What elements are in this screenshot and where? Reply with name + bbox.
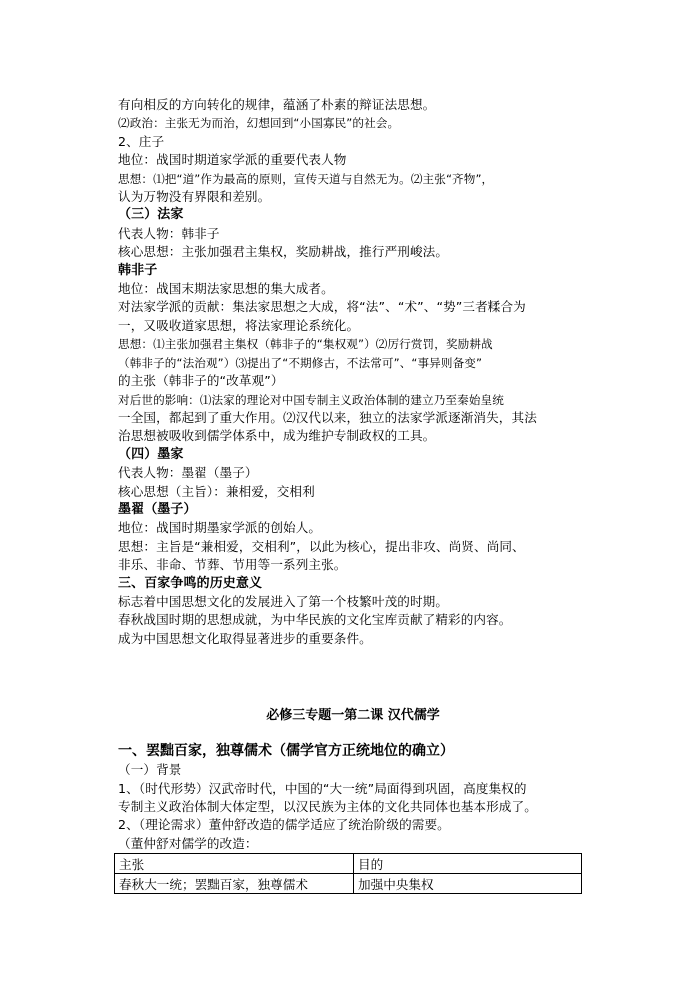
text-line: 的主张（韩非子的“改革观”） <box>118 373 284 389</box>
text-line: 认为万物没有界限和差别。 <box>118 189 271 205</box>
text-line: 对后世的影响：⑴法家的理论对中国专制主义政治体制的建立乃至秦始皇统 <box>118 392 504 407</box>
subsection-heading: 墨翟（墨子） <box>118 501 197 517</box>
text-line: 思想：主旨是“兼相爱，交相利”，以此为核心，提出非攻、尚贤、尚同、 <box>118 538 525 554</box>
text-line: （董仲舒对儒学的改造： <box>118 835 258 851</box>
table-header-cell: 目的 <box>354 854 582 874</box>
subsection-heading: 韩非子 <box>118 262 158 278</box>
section-heading: 一、罢黜百家，独尊儒术（儒学官方正统地位的确立） <box>118 743 454 760</box>
spacer <box>118 648 588 704</box>
text-line: 治思想被吸收到儒学体系中，成为维护专制政权的工具。 <box>118 428 436 444</box>
section-heading: （四）墨家 <box>118 446 184 462</box>
table-header-row <box>115 854 582 874</box>
text-line: 核心思想：主张加强君主集权，奖励耕战，推行严刑峻法。 <box>118 244 449 260</box>
reform-table <box>114 853 582 894</box>
text-line: 一全国，都起到了重大作用。⑵汉代以来，独立的法家学派逐渐消失，其法 <box>118 409 537 425</box>
text-line: 地位：战国末期法家思想的集大成者。 <box>118 281 334 297</box>
text-line: 对法家学派的贡献：集法家思想之大成，将“法”、“术”、“势”三者糅合为 <box>118 299 526 315</box>
text-line: 代表人物：韩非子 <box>118 225 220 241</box>
table-header-cell: 主张 <box>115 854 354 874</box>
text-line: 成为中国思想文化取得显著进步的重要条件。 <box>118 630 372 646</box>
document-page <box>118 96 588 894</box>
lesson-title: 必修三专题一第二课 汉代儒学 <box>266 708 440 724</box>
text-line: 2、庄子 <box>118 133 165 149</box>
text-line: 春秋战国时期的思想成就，为中华民族的文化宝库贡献了精彩的内容。 <box>118 612 512 628</box>
text-line: 有向相反的方向转化的规律，蕴涵了朴素的辩证法思想。 <box>118 97 436 112</box>
section-heading: （三）法家 <box>118 207 184 223</box>
text-line: 思想：⑴把“道”作为最高的原则，宣传天道与自然无为。⑵主张“齐物”， <box>118 171 494 186</box>
text-line: 一，又吸收道家思想，将法家理论系统化。 <box>118 317 360 333</box>
text-line: 思想：⑴主张加强君主集权（韩非子的“集权观”）⑵厉行赏罚，奖励耕战 <box>118 337 493 352</box>
text-line: 代表人物：墨翟（墨子） <box>118 465 258 481</box>
text-line: 非乐、非命、节葬、节用等一系列主张。 <box>118 557 347 573</box>
text-line: 地位：战国时期道家学派的重要代表人物 <box>118 152 347 168</box>
table-cell: 加强中央集权 <box>354 874 582 894</box>
text-line: 核心思想（主旨）：兼相爱，交相利 <box>118 483 315 499</box>
table-cell: 春秋大一统；罢黜百家，独尊儒术 <box>115 874 354 894</box>
section-heading: 三、百家争鸣的历史意义 <box>118 575 263 591</box>
text-line: ⑵政治：主张无为而治，幻想回到“小国寡民”的社会。 <box>118 116 400 131</box>
text-line: 1、（时代形势）汉武帝时代，中国的“大一统”局面得到巩固，高度集权的 <box>118 780 527 796</box>
text-line: 专制主义政治体制大体定型，以汉民族为主体的文化共同体也基本形成了。 <box>118 799 537 814</box>
spacer <box>118 723 588 741</box>
text-line: 地位：战国时期墨家学派的创始人。 <box>118 520 322 536</box>
text-line: 2、（理论需求）董仲舒改造的儒学适应了统治阶级的需要。 <box>118 817 450 833</box>
text-line: 标志着中国思想文化的发展进入了第一个枝繁叶茂的时期。 <box>118 593 449 609</box>
text-line: （一）背景 <box>118 762 182 778</box>
text-line: （韩非子的“法治观”）⑶提出了“不期修古，不法常可”、“事异则备变” <box>118 355 483 370</box>
table-row <box>115 874 582 894</box>
